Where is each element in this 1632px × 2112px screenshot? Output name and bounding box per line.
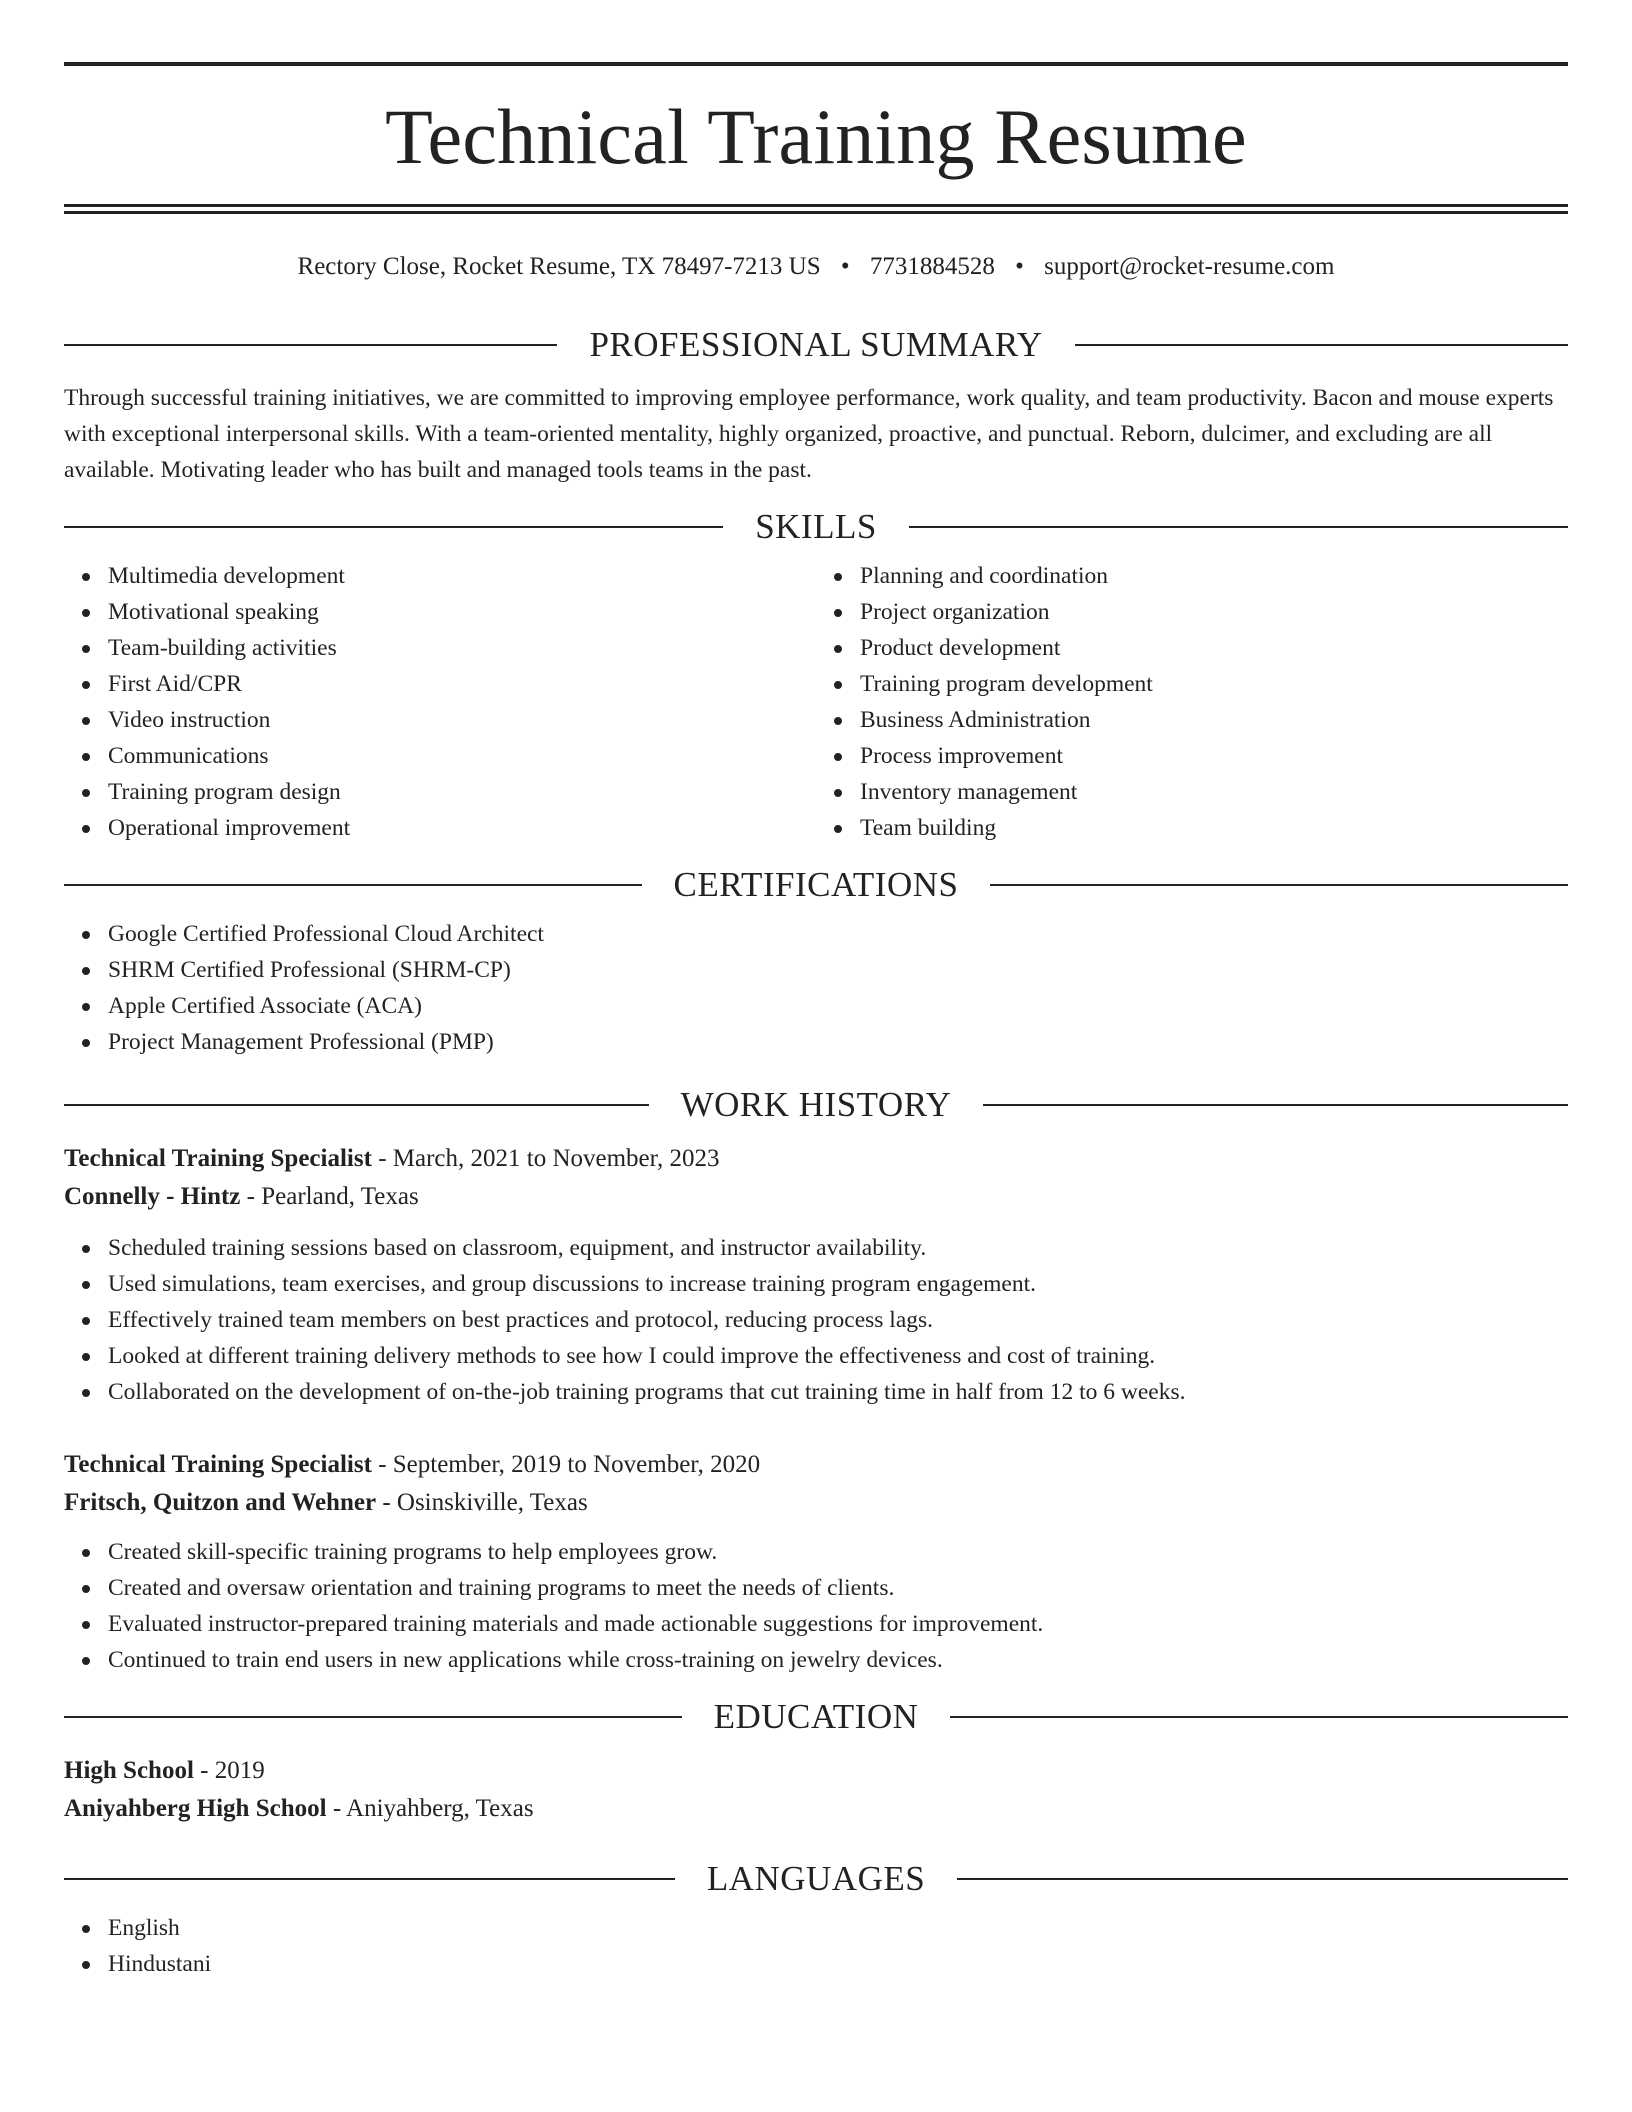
language-item: English	[108, 1910, 1568, 1946]
heading-rule	[64, 884, 642, 886]
skill-item: Business Administration	[860, 702, 1568, 738]
contact-email: support@rocket-resume.com	[1044, 252, 1335, 280]
job-title-line	[64, 1140, 1568, 1178]
job-bullet: Scheduled training sessions based on classroom, equipment, and instructor availability.	[108, 1230, 1568, 1266]
education-location: - Aniyahberg, Texas	[326, 1794, 534, 1822]
job-bullet: Effectively trained team members on best practices and protocol, reducing process lags.	[108, 1302, 1568, 1338]
summary-heading	[64, 324, 1568, 366]
heading-rule	[64, 344, 557, 346]
education-degree-line	[64, 1752, 1568, 1790]
certification-item: Project Management Professional (PMP)	[108, 1024, 1568, 1060]
job-role: Technical Training Specialist	[64, 1144, 372, 1172]
education-school-line	[64, 1790, 1568, 1828]
work-heading	[64, 1084, 1568, 1126]
job-bullet: Created skill-specific training programs to help employees grow.	[108, 1534, 1568, 1570]
job-bullet: Used simulations, team exercises, and group discussions to increase training program engagement.	[108, 1266, 1568, 1302]
skill-item: Training program design	[108, 774, 816, 810]
job-bullet: Looked at different training delivery methods to see how I could improve the effectiveness and cost of training.	[108, 1338, 1568, 1374]
job-bullet: Collaborated on the development of on-the-job training programs that cut training time in half from 12 to 6 weeks.	[108, 1374, 1568, 1410]
job-company: Fritsch, Quitzon and Wehner	[64, 1488, 377, 1516]
heading-rule	[1075, 344, 1568, 346]
job-bullet: Evaluated instructor-prepared training materials and made actionable suggestions for improvement.	[108, 1606, 1568, 1642]
job-company-line	[64, 1178, 1568, 1216]
certifications-heading	[64, 864, 1568, 906]
job-bullets	[64, 1534, 1568, 1678]
heading-rule	[909, 526, 1568, 528]
work-title: WORK HISTORY	[680, 1084, 952, 1124]
heading-rule	[64, 1878, 675, 1880]
education-heading	[64, 1696, 1568, 1738]
skill-item: Operational improvement	[108, 810, 816, 846]
contact-phone: 7731884528	[869, 252, 995, 280]
job-bullets	[64, 1230, 1568, 1410]
job-dates: - September, 2019 to November, 2020	[371, 1450, 761, 1478]
skill-item: Project organization	[860, 594, 1568, 630]
certification-item: SHRM Certified Professional (SHRM-CP)	[108, 952, 1568, 988]
skills-title: SKILLS	[755, 506, 877, 546]
summary-text: Through successful training initiatives, we are committed to improving employee performance, work quality, and team productivity. Bacon and mouse experts with exceptional interpersonal skills. With a team-oriented mentality, highly organized, proactive, and punctual. Reborn, dulcimer, and excluding are all available. Motivating leader who has built and managed tools teams in the past.	[64, 384, 1554, 483]
contact-separator: •	[840, 252, 850, 280]
certification-item: Google Certified Professional Cloud Architect	[108, 916, 1568, 952]
summary-title: PROFESSIONAL SUMMARY	[589, 324, 1043, 364]
top-rule	[64, 62, 1568, 66]
contact-line	[64, 252, 1568, 282]
work-entry	[64, 1140, 1568, 1410]
skill-item: Training program development	[860, 666, 1568, 702]
job-company-line	[64, 1484, 1568, 1522]
skills-list-right	[816, 558, 1568, 846]
job-dates: - March, 2021 to November, 2023	[371, 1144, 720, 1172]
heading-rule	[950, 1716, 1568, 1718]
job-location: - Pearland, Texas	[240, 1182, 419, 1210]
title-double-rule	[64, 204, 1568, 214]
job-bullet: Created and oversaw orientation and training programs to meet the needs of clients.	[108, 1570, 1568, 1606]
skill-item: Planning and coordination	[860, 558, 1568, 594]
education-degree: High School	[64, 1756, 194, 1784]
heading-rule	[983, 1104, 1568, 1106]
contact-separator: •	[1015, 252, 1024, 280]
skill-item: Team-building activities	[108, 630, 816, 666]
languages-title: LANGUAGES	[706, 1858, 926, 1898]
skill-item: First Aid/CPR	[108, 666, 816, 702]
skill-item: Video instruction	[108, 702, 816, 738]
language-item: Hindustani	[108, 1946, 1568, 1982]
skill-item: Motivational speaking	[108, 594, 816, 630]
education-year: - 2019	[193, 1756, 265, 1784]
certifications-list	[64, 916, 1568, 1060]
heading-rule	[64, 1716, 682, 1718]
resume-title: Technical Training Resume	[385, 93, 1247, 180]
skill-item: Product development	[860, 630, 1568, 666]
contact-address: Rectory Close, Rocket Resume, TX 78497-7213 US	[297, 252, 821, 280]
job-title-line	[64, 1446, 1568, 1484]
skills-list-left	[64, 558, 816, 846]
skill-item: Process improvement	[860, 738, 1568, 774]
education-title: EDUCATION	[713, 1696, 919, 1736]
skill-item: Team building	[860, 810, 1568, 846]
work-entry	[64, 1446, 1568, 1678]
education-school: Aniyahberg High School	[64, 1794, 327, 1822]
skill-item: Multimedia development	[108, 558, 816, 594]
certifications-title: CERTIFICATIONS	[673, 864, 959, 904]
skills-heading	[64, 506, 1568, 548]
job-bullet: Continued to train end users in new applications while cross-training on jewelry devices.	[108, 1642, 1568, 1678]
heading-rule	[64, 1104, 649, 1106]
skills-grid	[64, 558, 1568, 846]
languages-list	[64, 1910, 1568, 1982]
skill-item: Communications	[108, 738, 816, 774]
education-entry	[64, 1752, 1568, 1828]
job-location: - Osinskiville, Texas	[376, 1488, 588, 1516]
heading-rule	[990, 884, 1568, 886]
certification-item: Apple Certified Associate (ACA)	[108, 988, 1568, 1024]
heading-rule	[957, 1878, 1568, 1880]
skill-item: Inventory management	[860, 774, 1568, 810]
job-company: Connelly - Hintz	[64, 1182, 241, 1210]
languages-heading	[64, 1858, 1568, 1900]
job-role: Technical Training Specialist	[64, 1450, 372, 1478]
heading-rule	[64, 526, 723, 528]
